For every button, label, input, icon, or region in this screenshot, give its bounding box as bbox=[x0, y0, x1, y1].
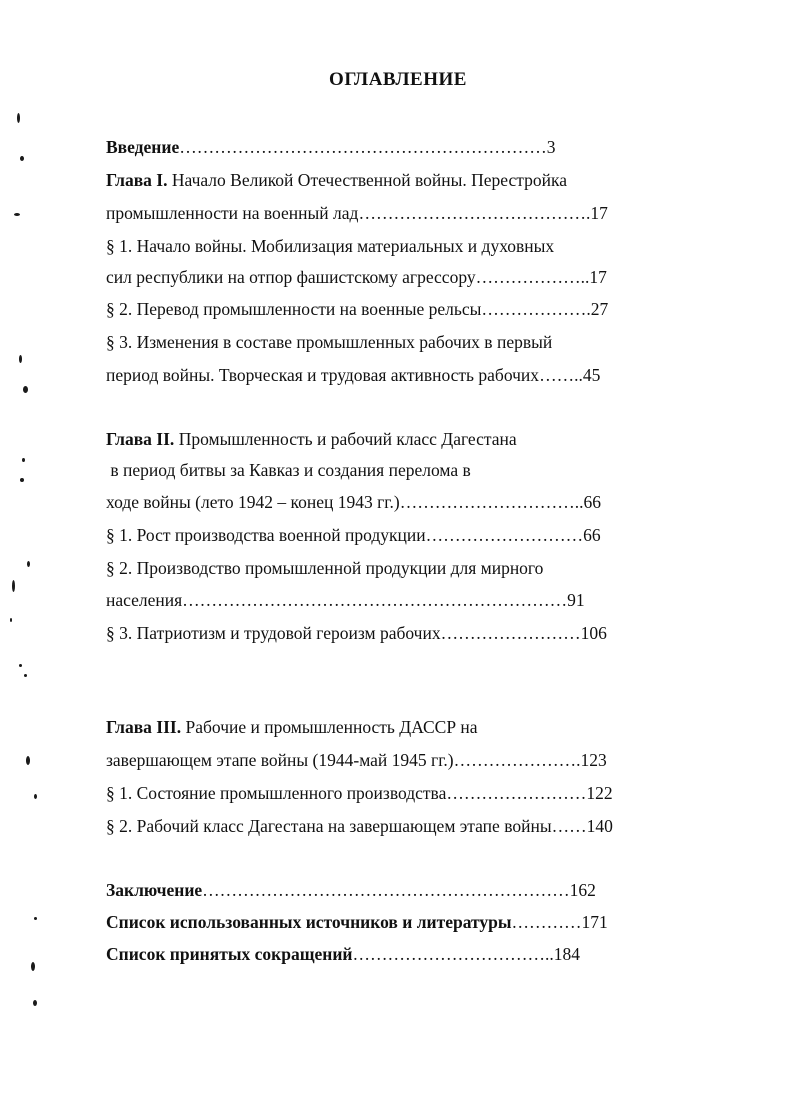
toc-entry-intro bbox=[106, 136, 555, 158]
scan-speck bbox=[24, 674, 27, 677]
toc-leader-dots: ……………………… bbox=[425, 525, 584, 545]
toc-page-number: 66 bbox=[583, 525, 601, 545]
toc-chapter-3-heading bbox=[106, 716, 478, 738]
toc-ch1-section-1 bbox=[106, 235, 554, 257]
page-title: ОГЛАВЛЕНИЕ bbox=[329, 69, 467, 90]
chapter-title-line-1: Промышленность и рабочий класс Дагестана bbox=[174, 429, 517, 449]
toc-leader-dots: ………………. bbox=[481, 299, 591, 319]
section-title-line-1: § 3. Изменения в составе промышленных рабочих в первый bbox=[106, 332, 553, 352]
section-title-line-1: § 1. Начало войны. Мобилизация материальных и духовных bbox=[106, 236, 555, 256]
scan-speck bbox=[10, 618, 12, 622]
scan-speck bbox=[26, 756, 30, 765]
chapter-number: Глава II. bbox=[106, 429, 175, 449]
scan-speck bbox=[20, 478, 24, 482]
toc-ch1-section-1-cont bbox=[106, 266, 607, 288]
chapter-title-line-1: Рабочие и промышленность ДАССР на bbox=[181, 717, 478, 737]
toc-page-number: 106 bbox=[580, 623, 607, 643]
toc-label: Список принятых сокращений bbox=[106, 944, 353, 964]
toc-leader-dots: …………………………………. bbox=[358, 203, 591, 223]
toc-leader-dots: ………… bbox=[511, 912, 582, 932]
toc-leader-dots: ……………………………………………………… bbox=[179, 137, 547, 157]
scan-speck bbox=[20, 156, 24, 161]
toc-page-number: 27 bbox=[590, 299, 609, 319]
chapter-title-line-2: промышленности на военный лад bbox=[106, 203, 359, 223]
toc-ch1-section-3-cont bbox=[106, 364, 600, 386]
toc-leader-dots: …………………………….. bbox=[352, 944, 554, 964]
section-title: § 2. Рабочий класс Дагестана на завершающем этапе войны bbox=[106, 816, 552, 836]
toc-chapter-2-heading bbox=[106, 428, 517, 450]
scan-speck bbox=[19, 355, 22, 363]
scan-speck bbox=[31, 962, 35, 971]
toc-entry-sources bbox=[106, 911, 608, 933]
chapter-title-line-2: завершающем этапе войны (1944-май 1945 гг.) bbox=[106, 750, 454, 770]
section-title: § 2. Перевод промышленности на военные рельсы bbox=[106, 299, 482, 319]
toc-ch2-section-2 bbox=[106, 557, 543, 579]
toc-ch1-section-2 bbox=[106, 298, 608, 320]
toc-page-number: 123 bbox=[580, 750, 607, 770]
toc-leader-dots: ………………………………………………………… bbox=[182, 590, 568, 610]
toc-ch3-section-1 bbox=[106, 782, 613, 804]
chapter-title-line-2: в период битвы за Кавказ и создания перелома в bbox=[106, 460, 471, 480]
scan-speck bbox=[12, 580, 15, 592]
toc-leader-dots: …………………… bbox=[440, 623, 581, 643]
scan-speck bbox=[33, 1000, 37, 1006]
toc-entry-conclusion bbox=[106, 879, 596, 901]
section-title: § 1. Состояние промышленного производства bbox=[106, 783, 447, 803]
toc-leader-dots: …………………… bbox=[446, 783, 587, 803]
chapter-number: Глава I. bbox=[106, 170, 168, 190]
chapter-number: Глава III. bbox=[106, 717, 182, 737]
scan-speck bbox=[14, 213, 20, 216]
toc-leader-dots: …….. bbox=[539, 365, 583, 385]
section-title-line-1: § 2. Производство промышленной продукции для мирного bbox=[106, 558, 544, 578]
toc-entry-abbreviations bbox=[106, 943, 580, 965]
section-title-line-2: период войны. Творческая и трудовая активность рабочих bbox=[106, 365, 540, 385]
toc-ch3-section-2 bbox=[106, 815, 613, 837]
toc-page-number: 45 bbox=[582, 365, 601, 385]
toc-ch2-section-2-cont bbox=[106, 589, 585, 611]
scan-speck bbox=[23, 386, 28, 393]
section-title: § 1. Рост производства военной продукции bbox=[106, 525, 426, 545]
scan-speck bbox=[27, 561, 30, 567]
toc-ch1-section-3 bbox=[106, 331, 552, 353]
scan-speck bbox=[34, 794, 37, 799]
toc-chapter-2-heading-cont-2 bbox=[106, 491, 601, 513]
toc-page-number: 162 bbox=[569, 880, 596, 900]
toc-leader-dots: ………………………….. bbox=[399, 492, 584, 512]
toc-label: Заключение bbox=[106, 880, 203, 900]
toc-page-number: 171 bbox=[581, 912, 608, 932]
toc-leader-dots: …… bbox=[551, 816, 587, 836]
toc-ch2-section-3 bbox=[106, 622, 607, 644]
section-title-line-2: населения bbox=[106, 590, 183, 610]
toc-page-number: 140 bbox=[586, 816, 613, 836]
toc-page-number: 122 bbox=[586, 783, 613, 803]
toc-chapter-1-heading bbox=[106, 169, 567, 191]
toc-page-number: 184 bbox=[553, 944, 580, 964]
toc-page-number: 17 bbox=[590, 203, 608, 223]
toc-label: Список использованных источников и литературы bbox=[106, 912, 512, 932]
toc-leader-dots: ……………….. bbox=[475, 267, 590, 287]
scan-speck bbox=[34, 917, 37, 920]
toc-page-number: 91 bbox=[567, 590, 585, 610]
toc-page-number: 3 bbox=[546, 137, 556, 157]
scan-speck bbox=[17, 113, 20, 123]
scan-speck bbox=[19, 664, 22, 667]
toc-chapter-2-heading-cont bbox=[106, 459, 471, 481]
toc-page-number: 66 bbox=[583, 492, 601, 512]
scan-speck bbox=[22, 458, 25, 462]
section-title: § 3. Патриотизм и трудовой героизм рабочих bbox=[106, 623, 441, 643]
chapter-title-line-3: ходе войны (лето 1942 – конец 1943 гг.) bbox=[106, 492, 400, 512]
section-title-line-2: сил республики на отпор фашистскому агрессору bbox=[106, 267, 476, 287]
toc-leader-dots: ……………………………………………………… bbox=[202, 880, 570, 900]
toc-page-number: 17 bbox=[589, 267, 607, 287]
toc-leader-dots: …………………. bbox=[453, 750, 581, 770]
toc-ch2-section-1 bbox=[106, 524, 601, 546]
toc-label: Введение bbox=[106, 137, 180, 157]
toc-chapter-3-heading-cont bbox=[106, 749, 607, 771]
toc-chapter-1-heading-cont bbox=[106, 202, 608, 224]
chapter-title-line-1: Начало Великой Отечественной войны. Перестройка bbox=[167, 170, 567, 190]
